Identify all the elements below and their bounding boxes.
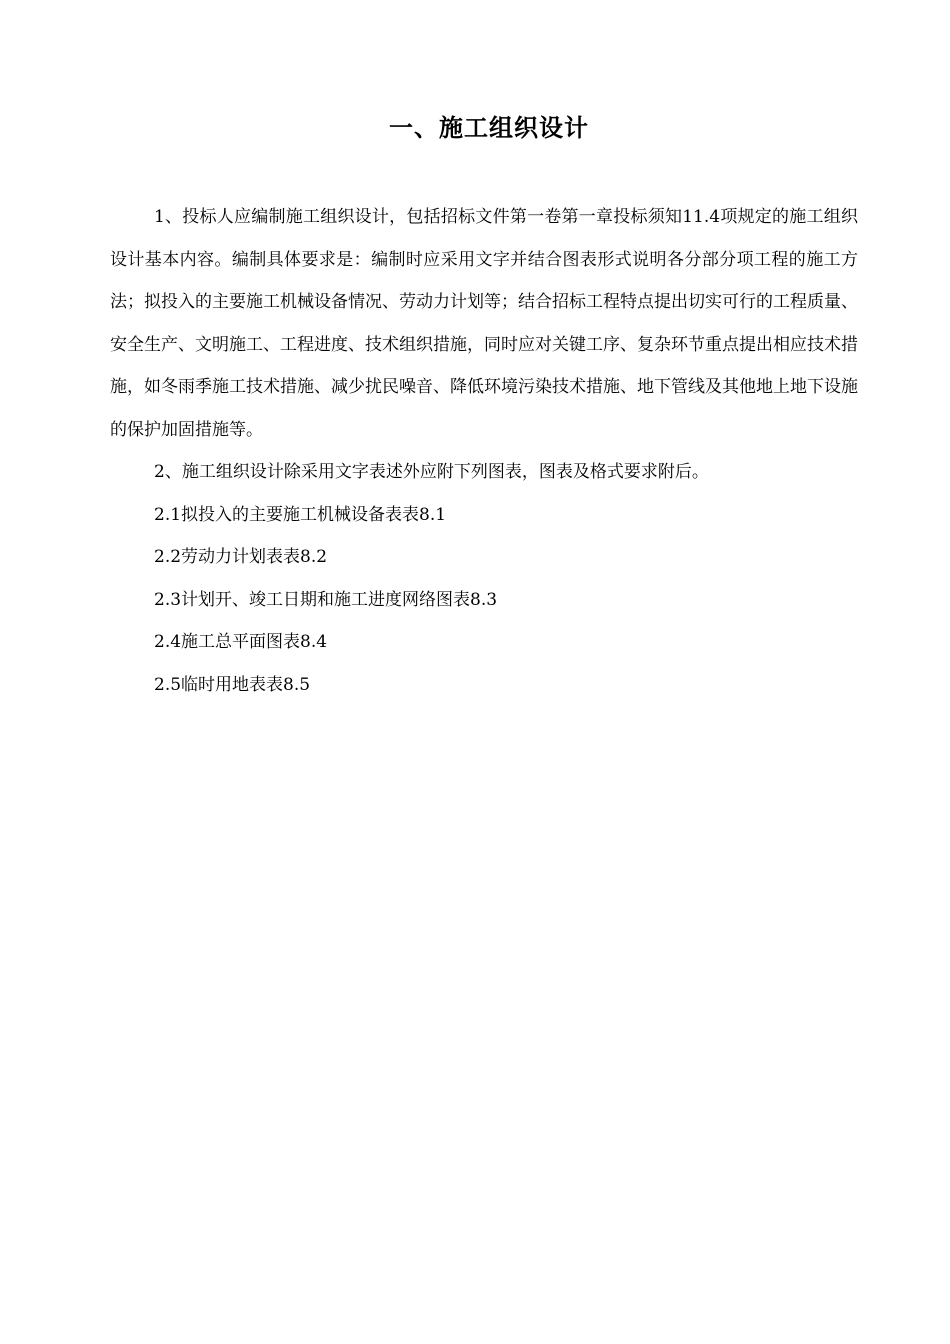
list-item-2-3: 2.3计划开、竣工日期和施工进度网络图表8.3: [154, 589, 498, 610]
list-item-2-5: 2.5临时用地表表8.5: [154, 674, 311, 695]
document-body: [110, 196, 858, 706]
page-title: 一、施工组织设计: [389, 114, 589, 142]
paragraph-2: 2、施工组织设计除采用文字表述外应附下列图表，图表及格式要求附后。: [154, 462, 709, 482]
list-item-2-4: 2.4施工总平面图表8.4: [154, 632, 328, 652]
paragraph-1: 1、投标人应编制施工组织设计，包括招标文件第一卷第一章投标须知11.4项规定的施工组织设计基本内容。编制具体要求是：编制时应采用文字并结合图表形式说明各分部分项工程的施工方法；拟投入的主要施工机械设备情况、劳动力计划等；结合招标工程特点提出切实可行的工程质量、安全生产、文明施工、工程进度、技术组织措施，同时应对关键工序、复杂环节重点提出相应技术措施，如冬雨季施工技术措施、减少扰民噪音、降低环境污染技术措施、地下管线及其他地上地下设施的保护加固措施等。: [110, 207, 858, 440]
list-item-2-1: 2.1拟投入的主要施工机械设备表表8.1: [154, 504, 447, 525]
list-item-2-2: 2.2劳动力计划表表8.2: [154, 547, 328, 567]
